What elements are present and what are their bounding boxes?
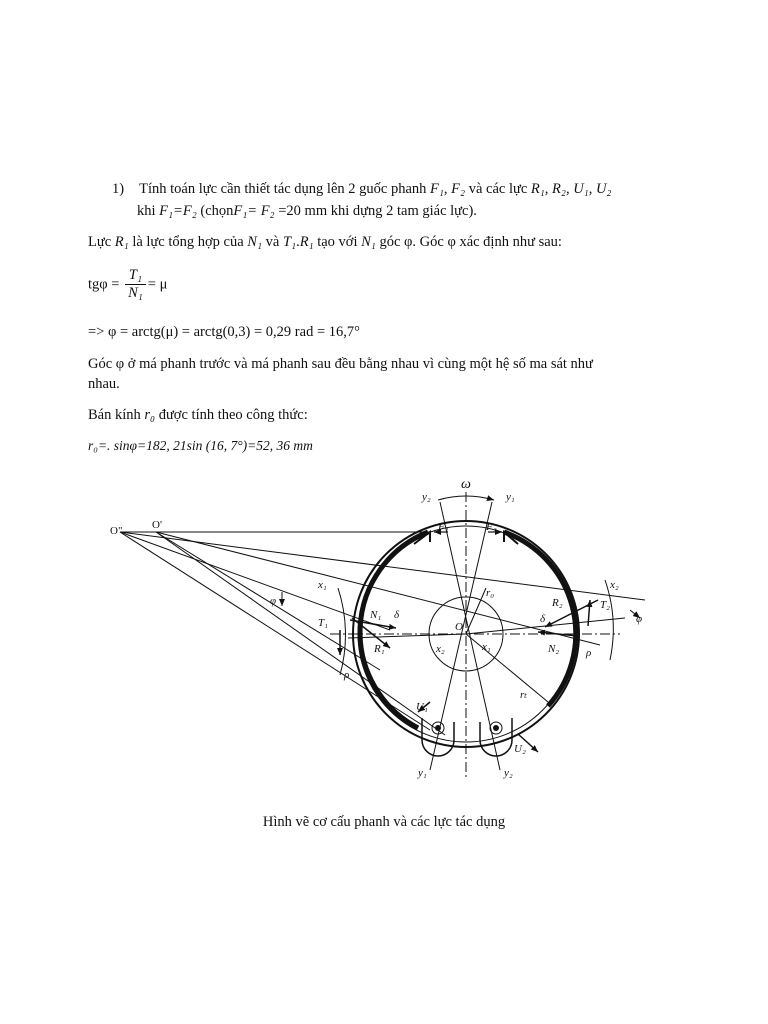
label-rho-right: ρ [586,647,592,659]
heading-line2-c: =20 mm khi dựng 2 tam giác lực). [278,203,477,219]
para1-text-b: là lực tổng hợp của [132,234,244,250]
para1-text-a: Lực [88,234,112,250]
line-o1-long-3 [156,532,380,670]
axis-y2 [430,502,495,770]
label-point-o-double-prime: O" [110,525,123,537]
para3-text-b: được tính theo công thức: [158,407,308,423]
paragraph-radius-intro [88,407,308,424]
label-R2: R₂ [552,597,563,609]
para1-t1: T₁ [282,234,297,250]
heading-forces-2: R₁, R₂, U₁, U₂ [530,181,612,197]
label-r0: r₀ [486,587,495,599]
label-T2: T₂ [600,599,610,611]
para1-n1b: N₁ [361,234,376,250]
formula-tg-lhs: tgφ = [88,276,120,293]
para1-text-f: góc φ. Góc φ xác định như sau: [379,234,562,250]
para3-text-a: Bán kính [88,407,141,423]
paragraph-equal-angles-line-2: nhau. [88,376,120,392]
radius-rt [466,634,548,702]
line-o1-long-2 [156,532,445,735]
label-U2: U₂ [514,743,526,755]
label-delta-right: δ [540,613,546,625]
label-x1-center: x₁ [482,641,491,653]
radius-r0 [466,588,486,634]
item-number: 1) [112,181,125,197]
label-omega: ω [461,477,471,492]
formula-tg-denominator: N₁ [128,285,143,302]
figure-caption: Hình vẽ cơ cấu phanh và các lực tác dụng [262,814,506,830]
label-point-o-prime: O' [152,519,162,531]
formula-r0: r₀=. sinφ=182, 21sin (16, 7°)=52, 36 mm [88,438,313,453]
radius-left [348,634,466,638]
heading-line2-a: khi [137,203,156,219]
formula-tg-phi [88,266,167,303]
paragraph-resultant-force [88,234,562,251]
label-center-o: O [455,621,463,633]
label-F2: F₂ [486,521,497,533]
label-x2-center: x₂ [436,643,445,655]
para1-text-e: tạo với [317,234,358,250]
heading-cond: F₁=F₂ [159,203,197,219]
heading-forces: F₁, F₂ [430,181,466,197]
formula-tg-fraction [125,267,146,302]
label-rho-left: ρ [344,669,350,681]
label-y2-top: y₂ [422,491,431,503]
brake-mechanism-figure [100,470,660,790]
para1-r1: R₁ [114,234,129,250]
heading-line-1 [112,181,611,198]
label-phi-right: φ [636,613,643,625]
label-N1: N₁ [370,609,382,621]
heading-text-a: Tính toán lực cần thiết tác dụng lên 2 guốc phanh [139,181,427,197]
heading-line-2 [137,203,477,220]
label-N2: N₂ [548,643,560,655]
label-rt: rₜ [520,689,527,701]
para1-text-c: và [265,234,280,250]
paragraph-equal-angles-line-1: Góc φ ở má phanh trước và má phanh sau đều bằng nhau vì cùng một hệ số ma sát như [88,356,593,372]
right-pivot-center [494,726,499,731]
heading-line2-b: (chọn [200,203,234,219]
formula-tg-rhs: = μ [147,276,168,293]
label-T1: T₁ [318,617,328,629]
para1-r1b: R₁ [299,234,314,250]
label-phi-left: φ [270,595,277,607]
label-delta-left: δ [394,609,400,621]
label-F1: F₁ [438,521,449,533]
para1-text-d: . [296,234,300,250]
label-x2-right: x₂ [610,579,619,591]
label-y1-bottom: y₁ [418,767,427,779]
label-R1: R₁ [374,643,385,655]
formula-tg-numerator: T₁ [125,267,146,285]
label-y1-top: y₁ [506,491,515,503]
heading-text-b: và các lực [468,181,528,197]
result-phi: => φ = arctg(μ) = arctg(0,3) = 0,29 rad = 16,7° [88,324,360,340]
label-y2-bottom: y₂ [504,767,513,779]
label-x1-left: x₁ [318,579,327,591]
heading-cond-2: F₁= F₂ [233,203,275,219]
axis-y1 [440,502,500,770]
para3-r0: r₀ [144,407,156,423]
para1-n1: N₁ [247,234,263,250]
label-U1: U₁ [416,701,428,713]
